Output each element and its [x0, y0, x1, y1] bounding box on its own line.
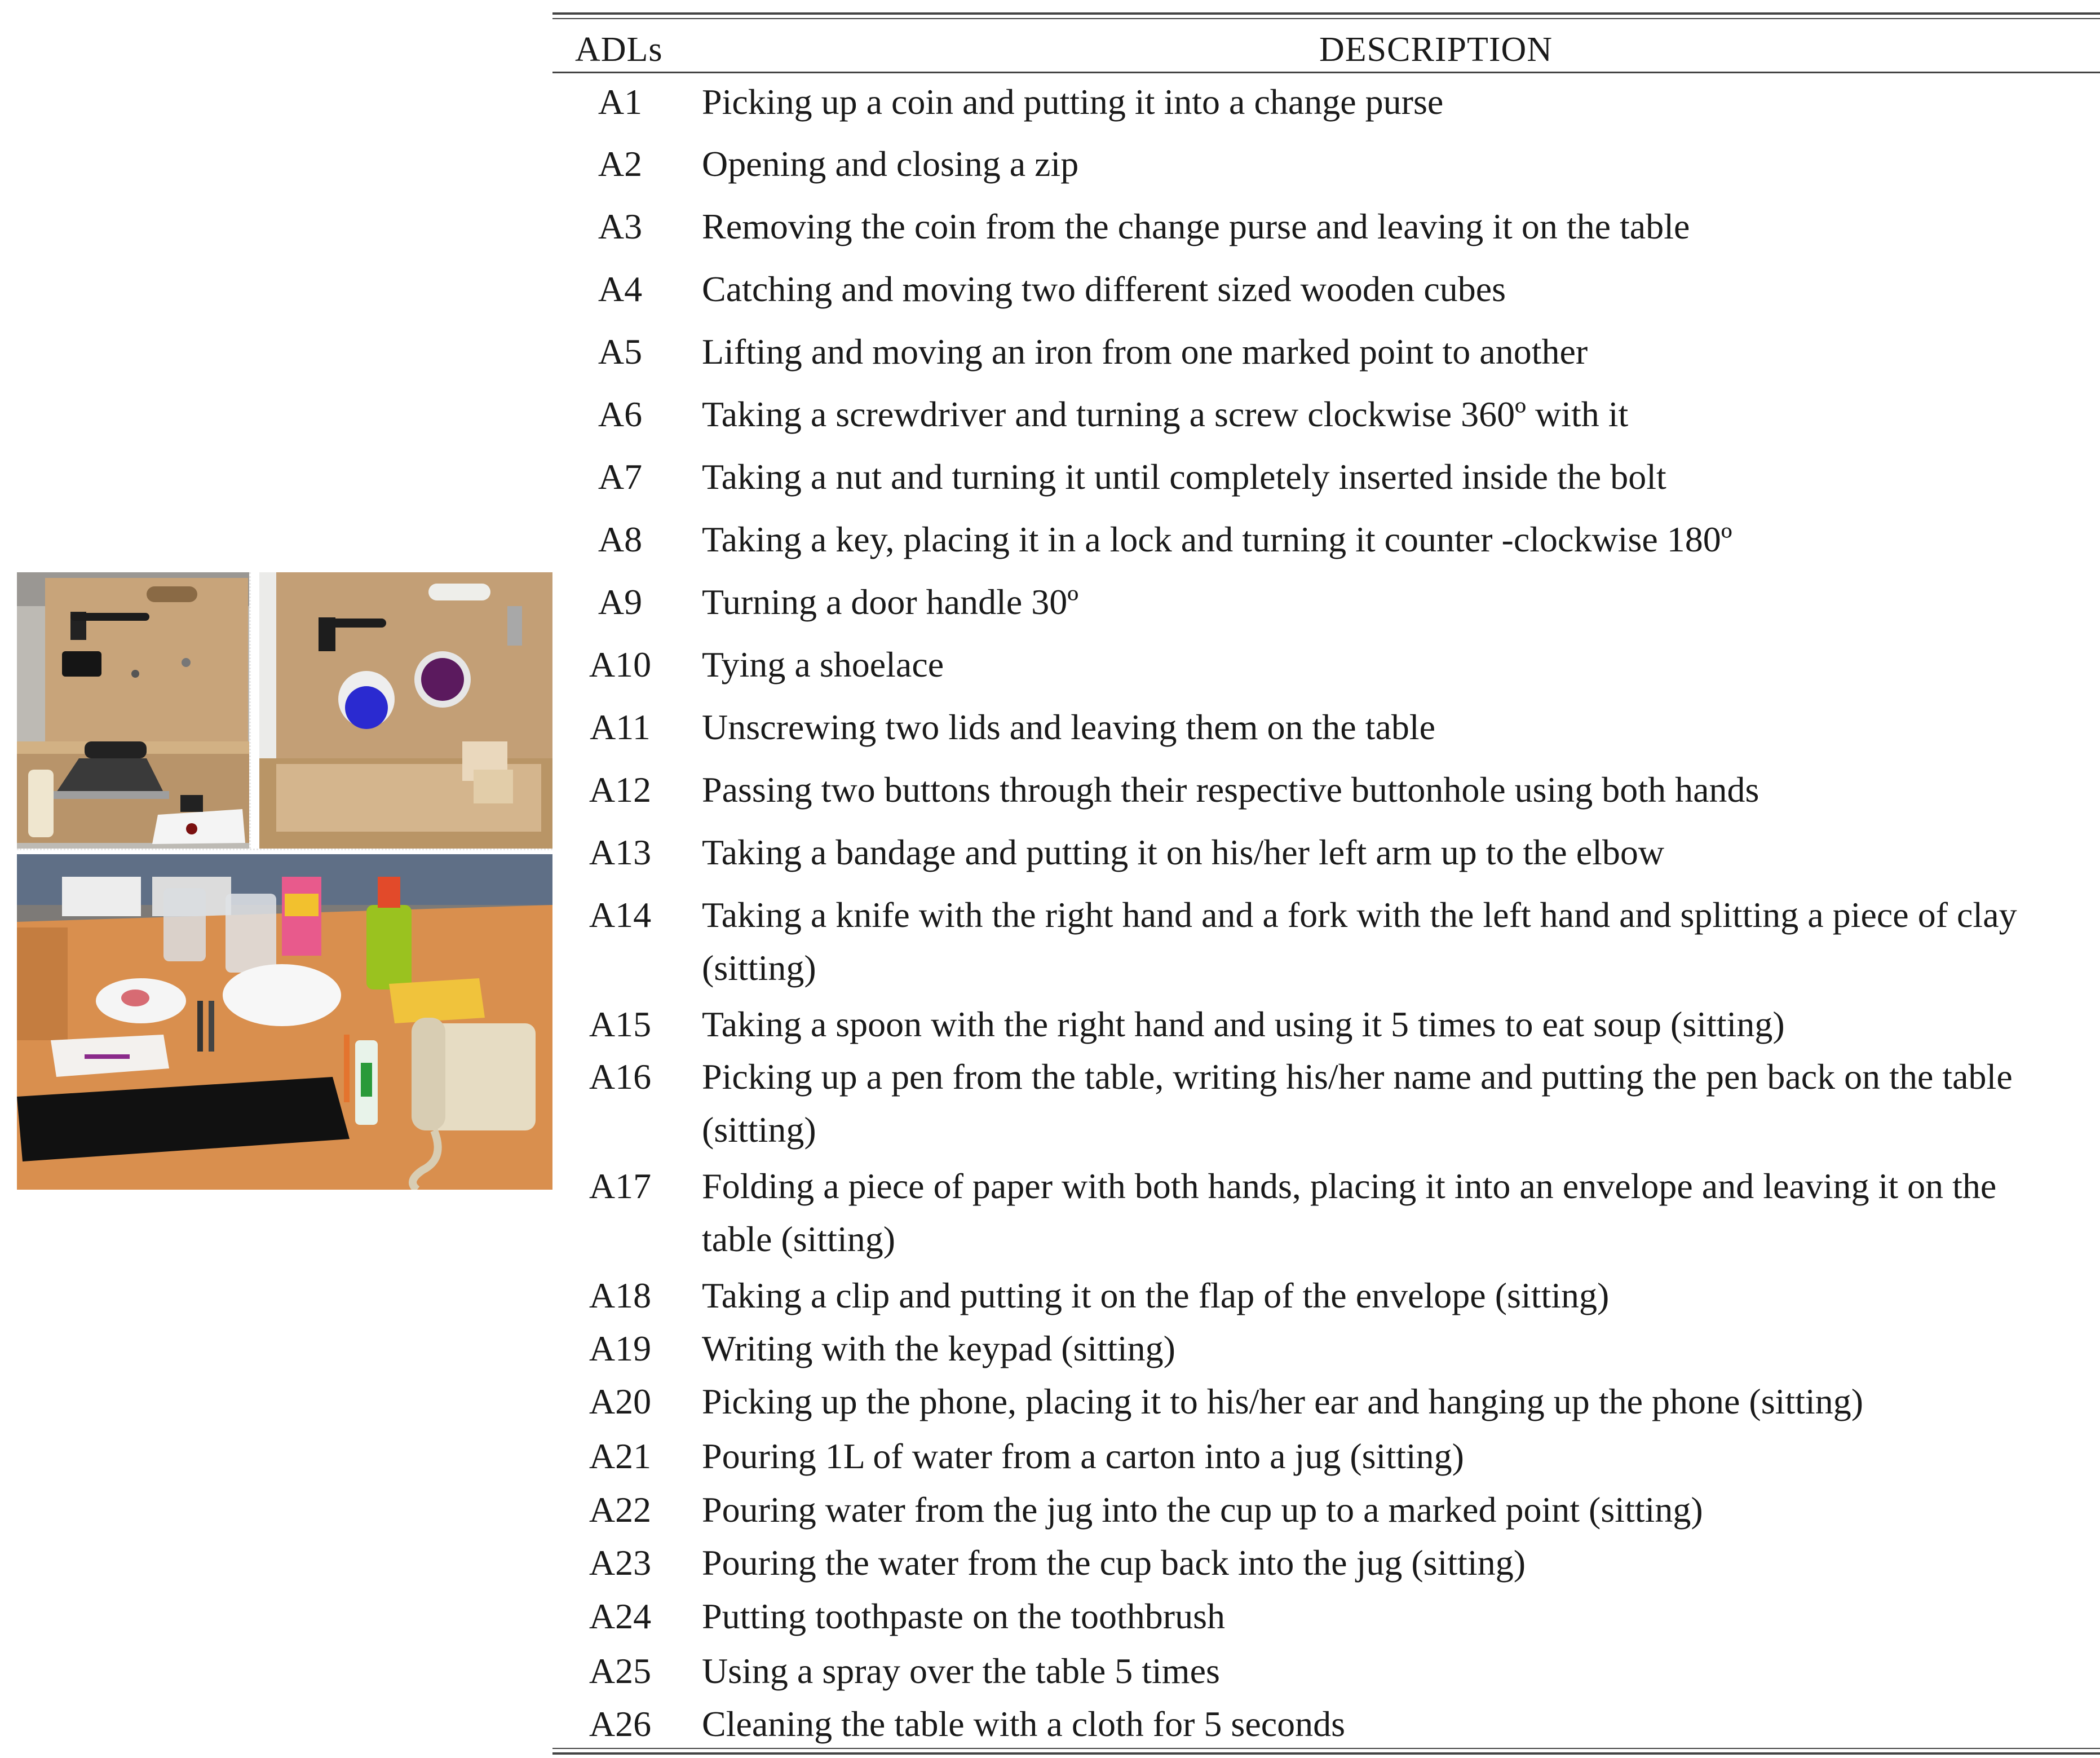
row-adl-id: A1	[598, 82, 643, 122]
row-adl-id: A11	[590, 707, 651, 747]
column-header-adls: ADLs	[575, 30, 663, 69]
photo-table-objects	[17, 854, 552, 1190]
row-description: Picking up the phone, placing it to his/her ear and hanging up the phone (sitting)	[702, 1381, 1864, 1421]
row-description: Pouring 1L of water from a carton into a jug (sitting)	[702, 1436, 1464, 1476]
row-description: Pouring the water from the cup back into the jug (sitting)	[702, 1543, 1526, 1583]
table-top-rule	[552, 12, 2100, 15]
column-header-description: DESCRIPTION	[1319, 30, 1553, 69]
row-description: Picking up a coin and putting it into a change purse	[702, 82, 1444, 122]
table-row	[552, 1483, 2100, 1536]
table-header-rule	[552, 72, 2100, 73]
board-lids-cubes-illustration	[259, 572, 552, 849]
row-adl-id: A10	[589, 644, 652, 684]
table-row	[552, 76, 2100, 138]
photo-board-handle-iron	[17, 572, 249, 849]
table-top-rule-inner	[552, 18, 2100, 19]
table-row	[552, 513, 2100, 576]
row-adl-id: A6	[598, 394, 643, 434]
row-adl-id: A18	[589, 1275, 652, 1315]
row-description: Writing with the keypad (sitting)	[702, 1328, 1175, 1368]
table-row	[552, 701, 2100, 763]
row-adl-id: A13	[589, 832, 652, 872]
row-description: Turning a door handle 30º	[702, 582, 1079, 622]
row-description: Putting toothpaste on the toothbrush	[702, 1596, 1225, 1636]
row-description: Passing two buttons through their respective buttonhole using both hands	[702, 770, 1759, 810]
table-row	[552, 388, 2100, 450]
table-row	[552, 1430, 2100, 1483]
table-bottom-rule-inner	[552, 1748, 2100, 1749]
board-handle-iron-illustration	[17, 572, 249, 849]
table-objects-illustration	[17, 854, 552, 1190]
row-description: Taking a knife with the right hand and a fork with the left hand and splitting a piece of clay (sitting)	[702, 895, 2017, 988]
table-row	[552, 1322, 2100, 1375]
table-row	[552, 1269, 2100, 1322]
row-adl-id: A9	[598, 582, 643, 622]
row-description: Opening and closing a zip	[702, 144, 1079, 184]
table-row	[552, 450, 2100, 513]
apparatus-photo-collage	[17, 572, 552, 1190]
row-adl-id: A4	[598, 269, 643, 309]
row-adl-id: A21	[589, 1436, 652, 1476]
row-adl-id: A14	[589, 895, 652, 935]
table-row	[552, 325, 2100, 388]
row-description: Using a spray over the table 5 times	[702, 1651, 1220, 1691]
row-description: Taking a screwdriver and turning a screw clockwise 360º with it	[702, 394, 1629, 434]
row-description: Taking a bandage and putting it on his/her left arm up to the elbow	[702, 832, 1665, 872]
row-adl-id: A24	[589, 1596, 652, 1636]
row-description: Taking a spoon with the right hand and using it 5 times to eat soup (sitting)	[702, 1004, 1785, 1044]
row-adl-id: A26	[589, 1704, 652, 1744]
row-adl-id: A16	[589, 1057, 652, 1097]
table-row	[552, 998, 2100, 1050]
table-row	[552, 1698, 2100, 1751]
photo-board-lids-cubes	[259, 572, 552, 849]
table-row	[552, 138, 2100, 200]
table-row	[552, 263, 2100, 325]
row-description: Pouring water from the jug into the cup up to a marked point (sitting)	[702, 1490, 1703, 1530]
row-description: Taking a clip and putting it on the flap of the envelope (sitting)	[702, 1275, 1610, 1315]
row-description: Catching and moving two different sized wooden cubes	[702, 269, 1506, 309]
row-description: Picking up a pen from the table, writing his/her name and putting the pen back on the table (sitting)	[702, 1057, 2013, 1150]
row-adl-id: A8	[598, 519, 643, 559]
row-description: Tying a shoelace	[702, 644, 944, 684]
row-description: Unscrewing two lids and leaving them on the table	[702, 707, 1436, 747]
table-row	[552, 1590, 2100, 1645]
row-adl-id: A3	[598, 206, 643, 246]
table-row	[552, 1160, 2100, 1269]
row-adl-id: A7	[598, 457, 643, 497]
table-row	[552, 1645, 2100, 1698]
row-description: Cleaning the table with a cloth for 5 seconds	[702, 1704, 1346, 1744]
table-body	[552, 76, 2100, 1751]
table-row	[552, 638, 2100, 701]
row-adl-id: A15	[589, 1004, 652, 1044]
row-description: Folding a piece of paper with both hands, placing it into an envelope and leaving it on the table (sitting)	[702, 1166, 1997, 1259]
row-adl-id: A19	[589, 1328, 652, 1368]
row-adl-id: A25	[589, 1651, 652, 1691]
collage-divider-horizontal	[17, 849, 552, 854]
row-adl-id: A22	[589, 1490, 652, 1530]
row-adl-id: A17	[589, 1166, 652, 1206]
row-description: Removing the coin from the change purse and leaving it on the table	[702, 206, 1690, 246]
table-row	[552, 1050, 2100, 1160]
table-row	[552, 763, 2100, 826]
table-row	[552, 826, 2100, 889]
table-row	[552, 889, 2100, 998]
row-description: Lifting and moving an iron from one marked point to another	[702, 332, 1588, 372]
table-row	[552, 200, 2100, 263]
row-adl-id: A2	[598, 144, 643, 184]
table-bottom-rule	[552, 1752, 2100, 1755]
collage-divider-vertical	[249, 572, 259, 849]
row-adl-id: A5	[598, 332, 643, 372]
table-row	[552, 576, 2100, 638]
row-description: Taking a nut and turning it until completely inserted inside the bolt	[702, 457, 1666, 497]
table-row	[552, 1536, 2100, 1590]
table-row	[552, 1375, 2100, 1430]
row-adl-id: A12	[589, 770, 652, 810]
row-adl-id: A20	[589, 1381, 652, 1421]
row-description: Taking a key, placing it in a lock and turning it counter -clockwise 180º	[702, 519, 1732, 559]
row-adl-id: A23	[589, 1543, 652, 1583]
